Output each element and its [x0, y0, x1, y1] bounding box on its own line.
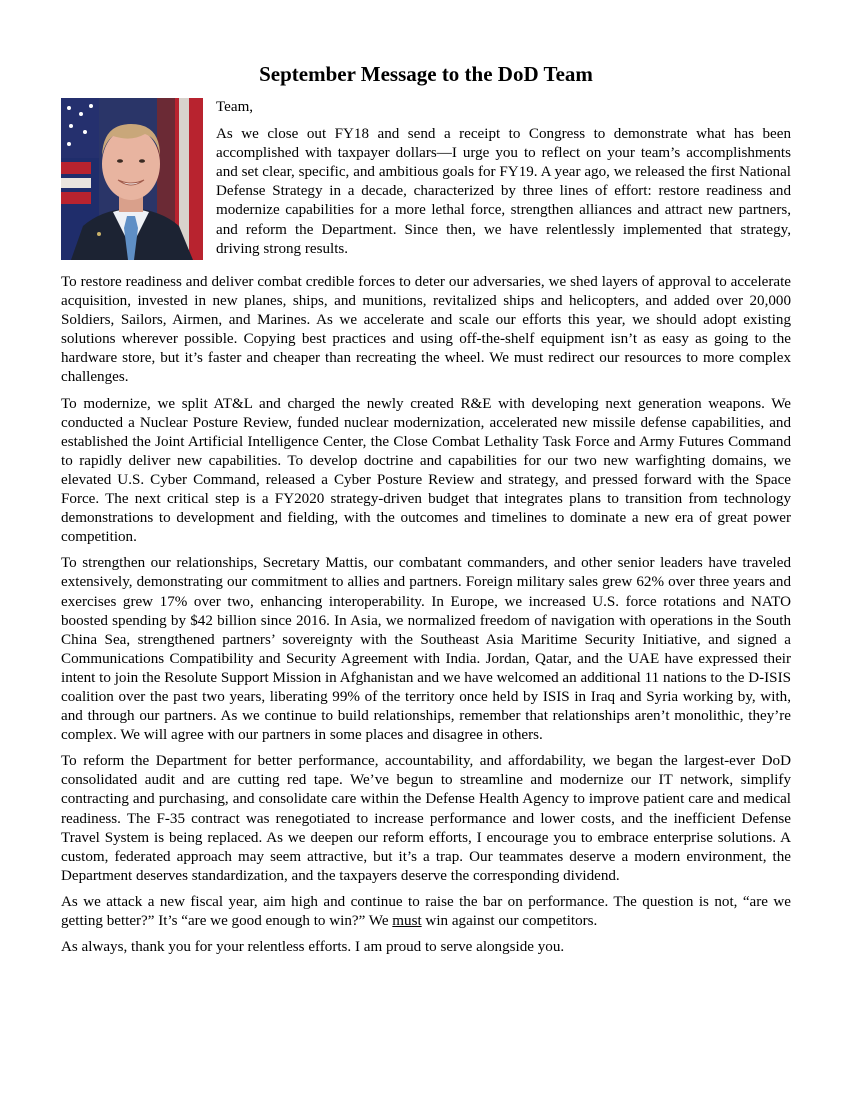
paragraph-modernize: To modernize, we split AT&L and charged the newly created R&E with developing next generation weapons. We conducted a Nuclear Posture Review, funded nuclear modernization, accelerated new missile defense capabilities, and established the Joint Artificial Intelligence Center, the Close Combat Lethality Task Force and Army Futures Command to rapidly deliver new capabilities. To develop doctrine and capabilities for our two new warfighting domains, we elevated U.S. Cyber Command, released a Cyber Posture Review and strategy, and pressed forward with the Space Force. The next critical step is a FY2020 strategy-driven budget that integrates plans to transition from technology demonstrations to development and fielding, with the outcomes and timelines to dominate a new era of great power competition. [61, 395, 791, 546]
intro-paragraph: As we close out FY18 and send a receipt to Congress to demonstrate what has been accomplished with taxpayer dollars—I urge you to reflect on your team’s accomplishments and set clear, specific, and ambitious goals for FY19. A year ago, we released the first National Defense Strategy in a decade, characterized by three lines of effort: restore readiness and modernize capabilities for a more lethal force, strengthen alliances and attract new partners, and reform the Department. Since then, we have relentlessly implemented that strategy, driving strong results. [216, 126, 791, 257]
paragraph-reform: To reform the Department for better performance, accountability, and affordability, we began the largest-ever DoD consolidated audit and are cutting red tape. We’ve begun to streamline and modernize our IT network, simplify contracting and purchasing, and consolidate care within the Defense Health Agency to improve patient care and medical readiness. The F-35 contract was renegotiated to increase performance and lower costs, and the inefficient Defense Travel System is being replaced. As we deepen our reform efforts, I encourage you to embrace enterprise solutions. A custom, federated approach may seem attractive, but it’s a trap. Our teammates deserve a modern environment, the Department deserves standardization, and the taxpayers deserve the corresponding dividend. [61, 753, 791, 884]
closing-emphasis: must [392, 913, 422, 929]
greeting: Team, [216, 99, 254, 115]
closing-text-end: win against our competitors. [421, 913, 598, 929]
signoff: As always, thank you for your relentless efforts. I am proud to serve alongside you. [61, 939, 565, 956]
closing-text-start: As we attack a new fiscal year, aim high and continue to raise the bar on performance. The question is not, “are we getting better?” It’s “are we good enough to win?” We [61, 893, 791, 929]
intro-section [216, 98, 791, 266]
official-portrait-icon [61, 98, 203, 260]
paragraph-readiness: To restore readiness and deliver combat credible forces to deter our adversaries, we shed layers of approval to accelerate acquisition, invested in new planes, ships, and munitions, revitalized ships and helicopters, and added over 20,000 Soldiers, Sailors, Airmen, and Marines. As we accelerate and scale our efforts this year, we should adopt existing solutions wherever possible. Copying best practices and using off-the-shelf equipment isn’t as easy as going to the hardware store, but it’s faster and cheaper than recreating the wheel. We must redirect our resources to more complex challenges. [61, 274, 791, 386]
memo-body [61, 273, 791, 964]
paragraph-closing [61, 893, 791, 931]
page-title: September Message to the DoD Team [259, 62, 593, 86]
paragraph-relationships: To strengthen our relationships, Secretary Mattis, our combatant commanders, and other senior leaders have traveled extensively, demonstrating our commitment to allies and partners. Foreign military sales grew 62% over three years and exercises grew 17% over two, enhancing interoperability. In Europe, we increased U.S. force rotations and NATO boosted spending by $42 billion since 2016. In Asia, we normalized freedom of navigation with operations in the South China Sea, strengthened partners’ sovereignty with the Southeast Asia Maritime Security Initiative, and signed a Communications Compatibility and Security Agreement with India. Jordan, Qatar, and the UAE have expressed their intent to join the Resolute Support Mission in Afghanistan and we have welcomed an additional 11 nations to the D-ISIS coalition over the past two years, liberating 99% of the territory once held by ISIS in Iraq and Syria working by, with, and through our partners. As we continue to build relationships, remember that relationships aren’t monolithic, they’re complex. We will agree with our partners in some places and disagree in others. [61, 555, 791, 744]
portrait-photo [61, 98, 203, 260]
